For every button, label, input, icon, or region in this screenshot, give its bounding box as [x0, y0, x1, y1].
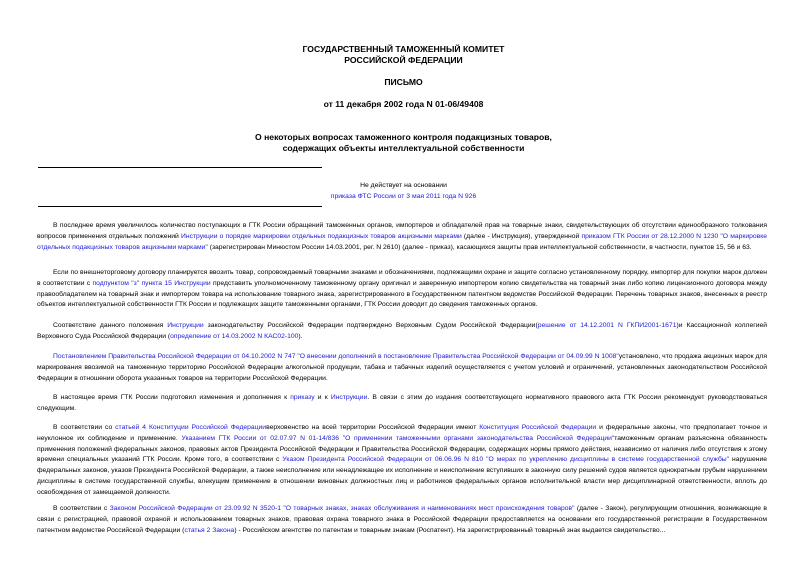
- org-name-line-1: ГОСУДАРСТВЕННЫЙ ТАМОЖЕННЫЙ КОМИТЕТ: [302, 44, 505, 54]
- paragraph-text: и федеральные законы, что предполагает точное и неуклонное их соблюдение и применение.: [37, 424, 768, 442]
- paragraph-text: таможенным органам разъяснена обязанность применения положений федеральных законов, правовых актов Президента Российской Федерации и Правительства Российской Федерации, содержащих нормы прямого действия, независимо от наличия либо отсутствия к этому времени специальных указаний ГТК России. Кроме того, в соответствии с: [37, 434, 767, 464]
- paragraph-7: [37, 504, 767, 536]
- divider-bottom: [38, 206, 322, 207]
- document-link[interactable]: Указом Президента Российской Федерации от 06.06.96 N 810 "О мерах по укреплению дисциплины в системе государственной службы": [282, 456, 730, 464]
- paragraph-text: В последнее время увеличилось количество поступающих в ГТК России обращений таможенных органов, импортеров и обладателей прав на товарные знаки, свидетельствующих об отсутствии единообразного толкования вопросов применения отдельных положений: [37, 222, 767, 240]
- document-link[interactable]: статьей 4 Конституции Российской Федерации: [115, 424, 267, 431]
- document-link[interactable]: решение от 14.12.2001 N ГКПИ2001-1671: [537, 322, 677, 329]
- paragraph-text: законодательству Российской Федерации подтверждено Верховным Судом Российской Федерации(: [203, 322, 538, 329]
- paragraph-text: и к: [314, 394, 331, 401]
- document-link[interactable]: приказом ГТК России от 28.12.2000 N 1230 "О маркировке отдельных подакцизных товаров акцизными марками": [37, 232, 767, 251]
- paragraph-text: В настоящее время ГТК России подготовил изменения и дополнения к: [53, 394, 291, 401]
- document-link[interactable]: приказу: [290, 394, 315, 401]
- status-note: Не действует на основании: [360, 182, 447, 189]
- paragraph-text: В соответствии со: [53, 424, 116, 431]
- org-name-line-2: РОССИЙСКОЙ ФЕДЕРАЦИИ: [344, 55, 463, 65]
- document-link[interactable]: Законом Российской Федерации от 23.09.92 N 3520-1 "О товарных знаках, знаках обслуживания и наименованиях мест происхождения товаров": [109, 505, 575, 512]
- document-link[interactable]: Инструкции: [167, 322, 204, 329]
- paragraph-text: установлено, что продажа акцизных марок для маркирования ввозимой на таможенную территорию Российской Федерации алкогольной продукции, табака и табачных изделий осуществляется с учетом условий и ограничений, установленных законодательством Российской Федерации в отношении оборота указанных товаров на территории Российской Федерации.: [37, 353, 768, 382]
- paragraph-text: (зарегистрирован Минюстом России 14.03.2001, рег. N 2610) (далее - приказ), касающихся защиты прав интеллектуальной собственности, в частности, пунктов 15, 56 и 63.: [207, 243, 752, 251]
- document-link[interactable]: определение от 14.03.2002 N КАС02-100: [170, 332, 299, 340]
- paragraph-2: [37, 268, 767, 311]
- document-link[interactable]: статья 2 Закона: [184, 526, 235, 534]
- paragraph-text: нарушение федеральных законов, указов Президента Российской Федерации, а также неисполнение или ненадлежащее их исполнение и неисполнение вступивших в законную силу решений судов является однократным грубым нарушением дисциплины в системе государственной службы, влекущим применение в отношении виновных должностных лиц и работников федеральных органов исполнительной власти мер дисциплинарной ответственности, вплоть до освобождения от замещаемой должности.: [37, 456, 767, 496]
- document-link[interactable]: Инструкции о порядке маркировки отдельных подакцизных товаров акцизными марками: [181, 232, 462, 240]
- document-subject-line-1: О некоторых вопросах таможенного контроля подакцизных товаров,: [255, 132, 552, 142]
- paragraph-text: ) - Российском агентстве по патентам и товарным знакам (Роспатент). На зарегистрированный товарный знак выдается свидетельство...: [234, 526, 666, 534]
- document-link[interactable]: подпунктом "з" пункта 15 Инструкции: [92, 279, 211, 287]
- document-subject-line-2: содержащих объекты интеллектуальной собственности: [282, 143, 525, 153]
- paragraph-6: [37, 423, 767, 499]
- paragraph-text: . В связи с этим до издания соответствующего нормативного правового акта ГТК России рекомендует руководствоваться следующим.: [37, 394, 767, 412]
- document-link[interactable]: Инструкции: [330, 394, 368, 401]
- document-link[interactable]: Конституция Российской Федерации: [479, 424, 597, 431]
- divider-top: [38, 167, 322, 168]
- paragraph-text: )и Кассационной коллегией Верховного Суда Российской Федерации (: [37, 322, 767, 340]
- paragraph-text: верховенство на всей территории Российской Федерации имеют: [266, 424, 480, 431]
- paragraph-5: [37, 393, 767, 415]
- paragraph-4: [37, 352, 767, 384]
- paragraph-text: представить уполномоченному таможенному органу оригинал и заверенную импортером копию свидетельства на товарный знак либо копию лицензионного договора между правообладателем на товарный знак и импортером товара на использование товарного знака, зарегистрированного в Государственном патентном ведомстве Российской Федерации. Перечень товарных знаков, внесенных в реестр объектов интеллектуальной собственности ГТК России и подлежащих защите таможенными органами, ГТК России доводит до сведения таможенных органов.: [37, 279, 767, 309]
- paragraph-text: В соответствии с: [53, 505, 110, 512]
- paragraph-1: [37, 221, 767, 253]
- paragraph-text: (далее - Закон), регулирующим отношения, возникающие в связи с регистрацией, правовой охраной и использованием товарных знаков, правовая охрана товарного знака в Российской Федерации предоставляется на основании его государственной регистрации в Государственном патентном ведомстве Российской Федерации (: [37, 505, 767, 534]
- document-link[interactable]: Постановлением Правительства Российской Федерации от 04.10.2002 N 747 "О внесении дополнений в постановление Правительства Российской Федерации от 04.09.99 N 1008": [53, 353, 619, 360]
- paragraph-3: [37, 321, 767, 343]
- paragraph-text: ).: [298, 332, 303, 340]
- document-link[interactable]: Указанием ГТК России от 02.07.97 N 01-14/836 "О применении таможенными органами законодательства Российской Федерации": [181, 434, 615, 442]
- paragraph-text: (далее - Инструкция), утвержденной: [461, 232, 582, 240]
- document-date-number: от 11 декабря 2002 года N 01-06/49408: [323, 99, 484, 109]
- document-type: ПИСЬМО: [384, 77, 423, 87]
- paragraph-text: Если по внешнеторговому договору планируется ввозить товар, сопровождаемый товарными знаками и обозначениями, подлежащими охране и защите согласно установленному порядку, импортер для покупки марок должен в соответствии с: [37, 269, 767, 287]
- paragraph-text: Соответствие данного положения: [53, 322, 168, 329]
- status-link[interactable]: приказа ФТС России от 3 мая 2011 года N 926: [330, 193, 477, 200]
